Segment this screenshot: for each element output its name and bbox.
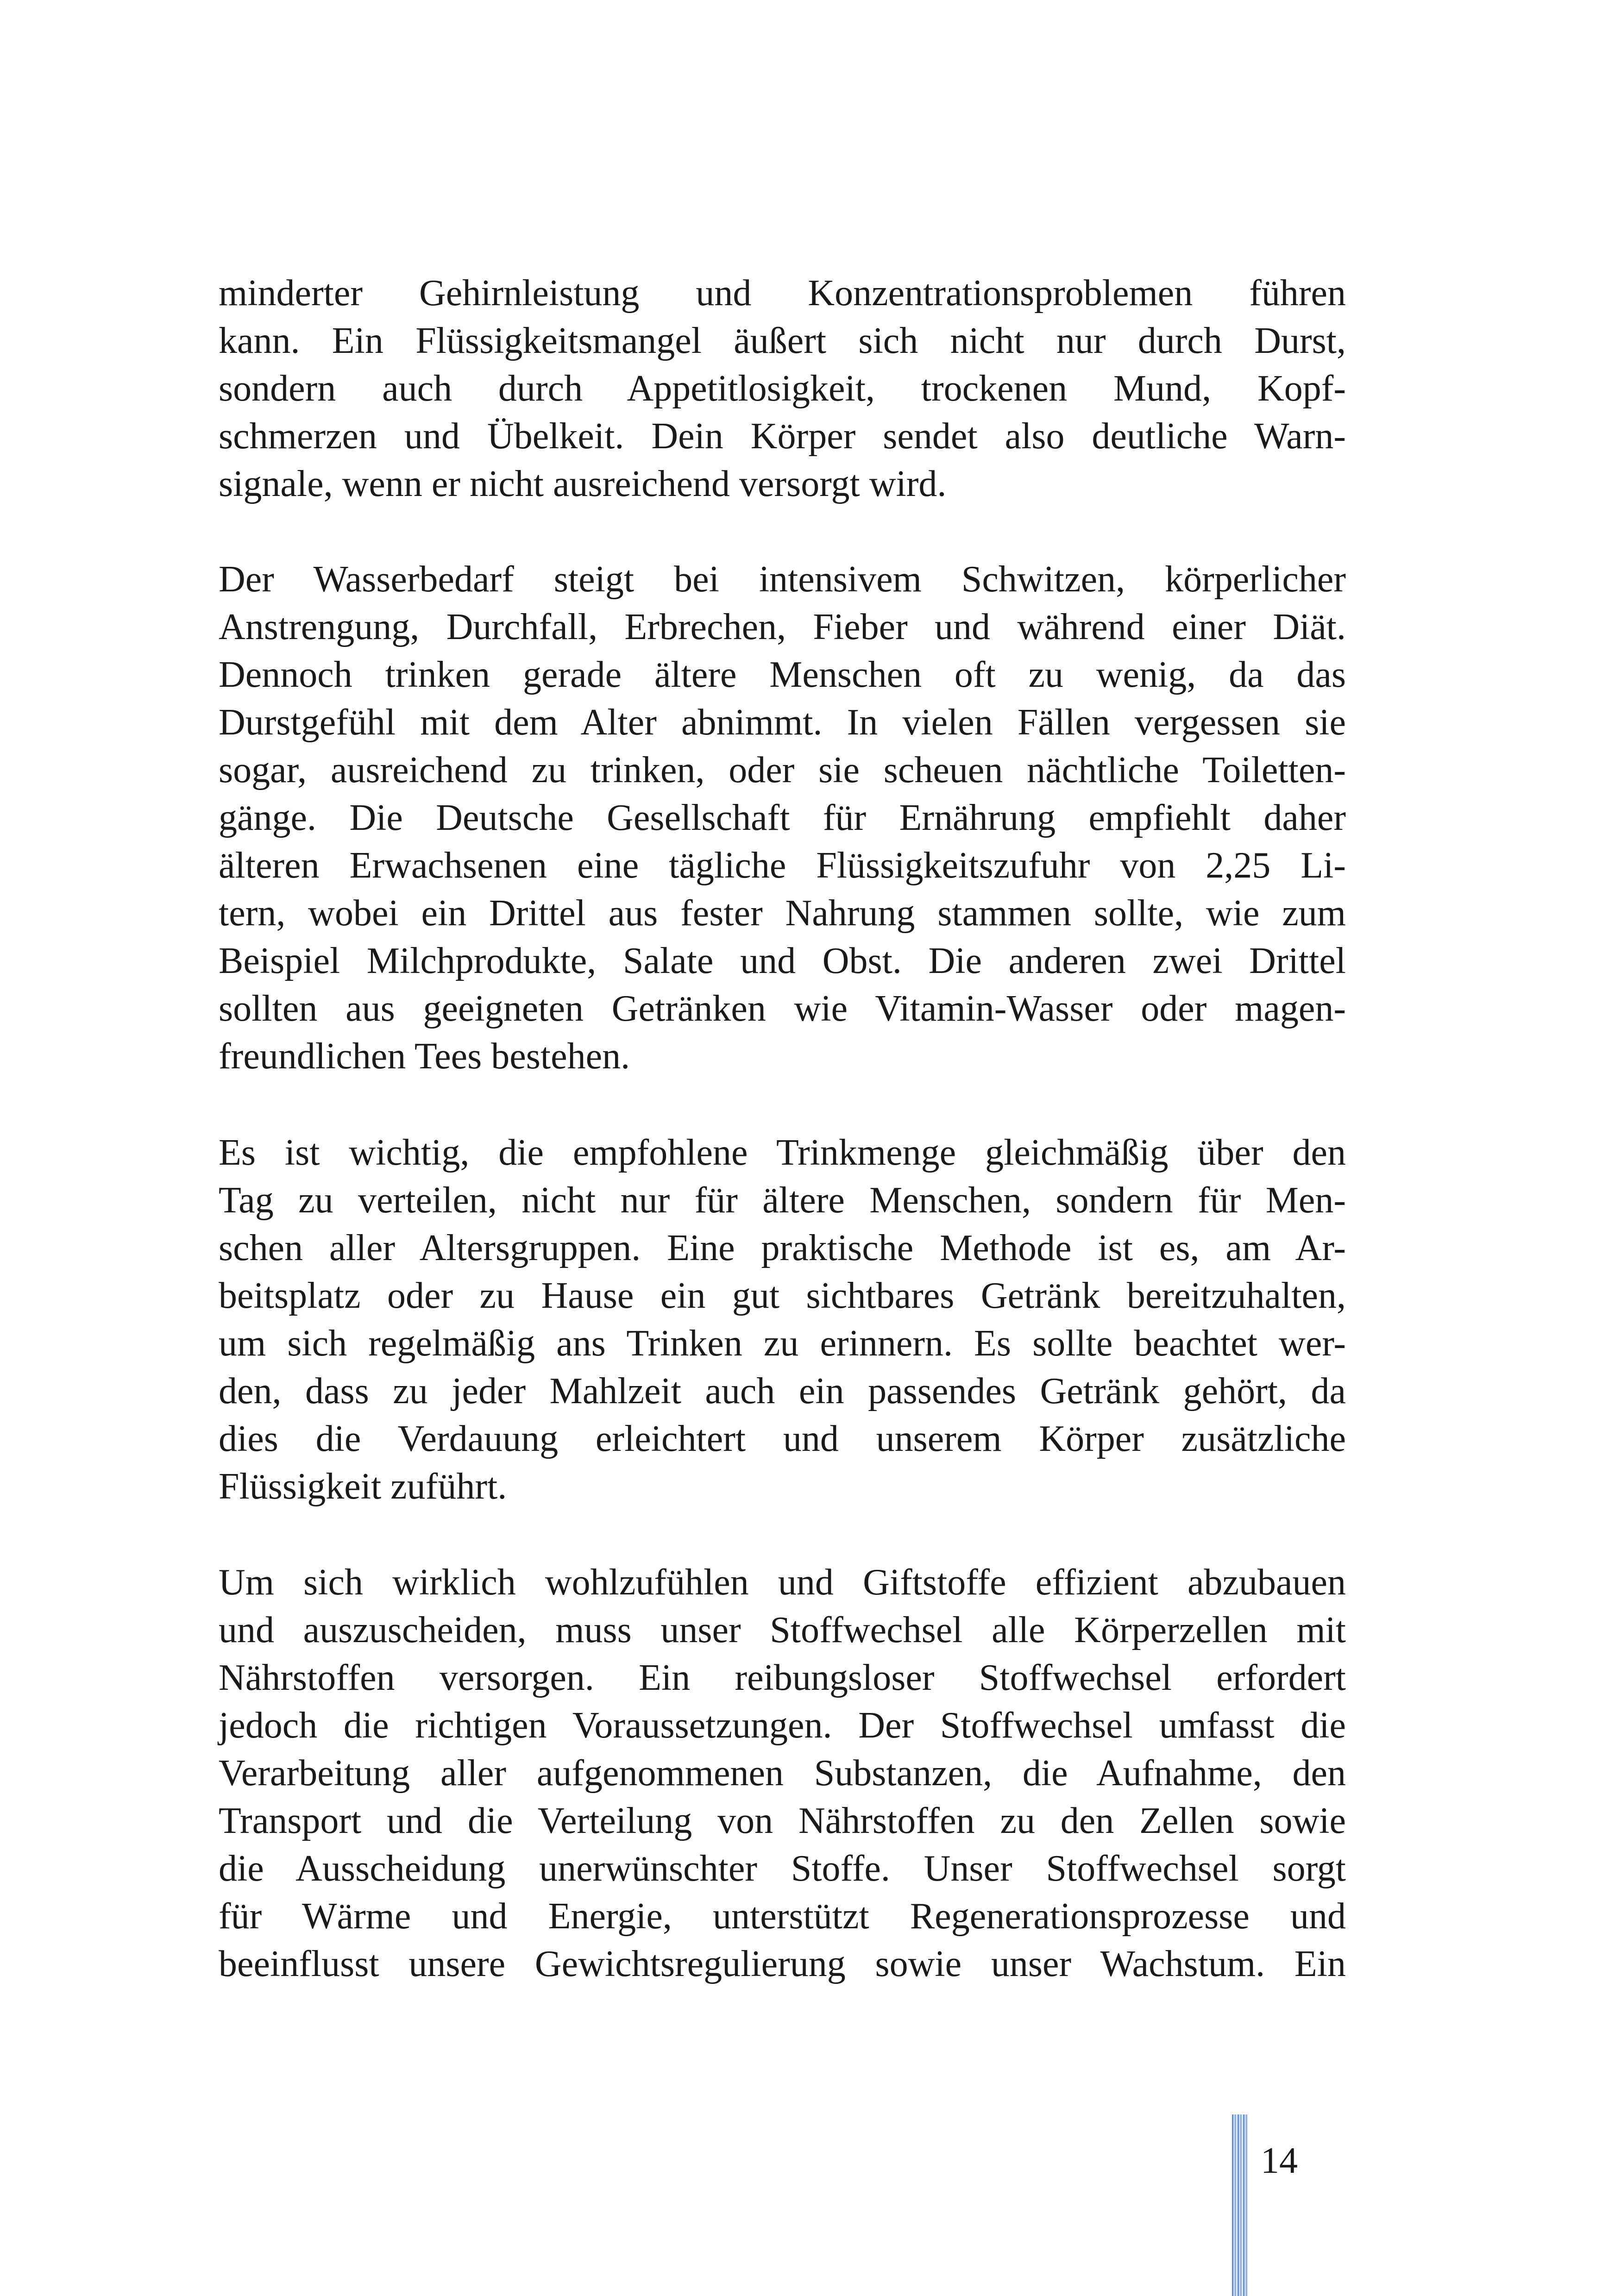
text-line: und auszuscheiden, muss unser Stoffwechsel alle Körperzellen mit [219, 1610, 1346, 1650]
text-line: Verarbeitung aller aufgenommenen Substanzen, die Aufnahme, den [219, 1753, 1346, 1794]
text-line: schen aller Altersgruppen. Eine praktische Methode ist es, am Ar- [219, 1228, 1346, 1268]
text-line: die Ausscheidung unerwünschter Stoffe. Unser Stoffwechsel sorgt [219, 1848, 1346, 1889]
page-number-rule [1232, 2114, 1248, 2296]
text-line: beitsplatz oder zu Hause ein gut sichtbares Getränk bereitzuhalten, [219, 1275, 1346, 1316]
text-line: jedoch die richtigen Voraussetzungen. Der Stoffwechsel umfasst die [219, 1705, 1346, 1746]
text-line: signale, wenn er nicht ausreichend versorgt wird. [219, 464, 947, 504]
text-line: Durstgefühl mit dem Alter abnimmt. In vielen Fällen vergessen sie [219, 702, 1346, 743]
text-line: Nährstoffen versorgen. Ein reibungsloser Stoffwechsel erfordert [219, 1657, 1346, 1698]
text-line: sollten aus geeigneten Getränken wie Vitamin-Wasser oder magen- [219, 988, 1346, 1029]
text-line: Um sich wirklich wohlzufühlen und Giftstoffe effizient abzubauen [219, 1562, 1346, 1603]
text-line: schmerzen und Übelkeit. Dein Körper sendet also deutliche Warn- [219, 416, 1346, 457]
text-line: Anstrengung, Durchfall, Erbrechen, Fieber und während einer Diät. [219, 607, 1346, 647]
text-line: minderter Gehirnleistung und Konzentrationsproblemen führen [219, 273, 1346, 314]
text-line: Der Wasserbedarf steigt bei intensivem Schwitzen, körperlicher [219, 559, 1346, 600]
text-line: tern, wobei ein Drittel aus fester Nahrung stammen sollte, wie zum [219, 893, 1346, 934]
text-line: älteren Erwachsenen eine tägliche Flüssigkeitszufuhr von 2,25 Li- [219, 845, 1346, 886]
text-line: Dennoch trinken gerade ältere Menschen oft zu wenig, da das [219, 654, 1346, 695]
page-number: 14 [1261, 2140, 1298, 2181]
text-line: für Wärme und Energie, unterstützt Regenerationsprozesse und [219, 1896, 1346, 1937]
text-line: kann. Ein Flüssigkeitsmangel äußert sich nicht nur durch Durst, [219, 320, 1346, 361]
text-line: freundlichen Tees bestehen. [219, 1036, 630, 1077]
text-line: den, dass zu jeder Mahlzeit auch ein passendes Getränk gehört, da [219, 1371, 1346, 1411]
text-line: Transport und die Verteilung von Nährstoffen zu den Zellen sowie [219, 1800, 1346, 1841]
text-line: beeinflusst unsere Gewichtsregulierung sowie unser Wachstum. Ein [219, 1944, 1346, 1984]
text-line: gänge. Die Deutsche Gesellschaft für Ernährung empfiehlt daher [219, 797, 1346, 838]
text-line: Beispiel Milchprodukte, Salate und Obst. Die anderen zwei Drittel [219, 941, 1346, 981]
text-line: dies die Verdauung erleichtert und unserem Körper zusätzliche [219, 1418, 1346, 1459]
text-line: Es ist wichtig, die empfohlene Trinkmenge gleichmäßig über den [219, 1132, 1346, 1173]
text-line: um sich regelmäßig ans Trinken zu erinnern. Es sollte beachtet wer- [219, 1323, 1346, 1364]
text-line: sondern auch durch Appetitlosigkeit, trockenen Mund, Kopf- [219, 368, 1346, 409]
text-line: Tag zu verteilen, nicht nur für ältere Menschen, sondern für Men- [219, 1180, 1346, 1221]
text-line: Flüssigkeit zuführt. [219, 1466, 507, 1507]
text-line: sogar, ausreichend zu trinken, oder sie scheuen nächtliche Toiletten- [219, 750, 1346, 790]
